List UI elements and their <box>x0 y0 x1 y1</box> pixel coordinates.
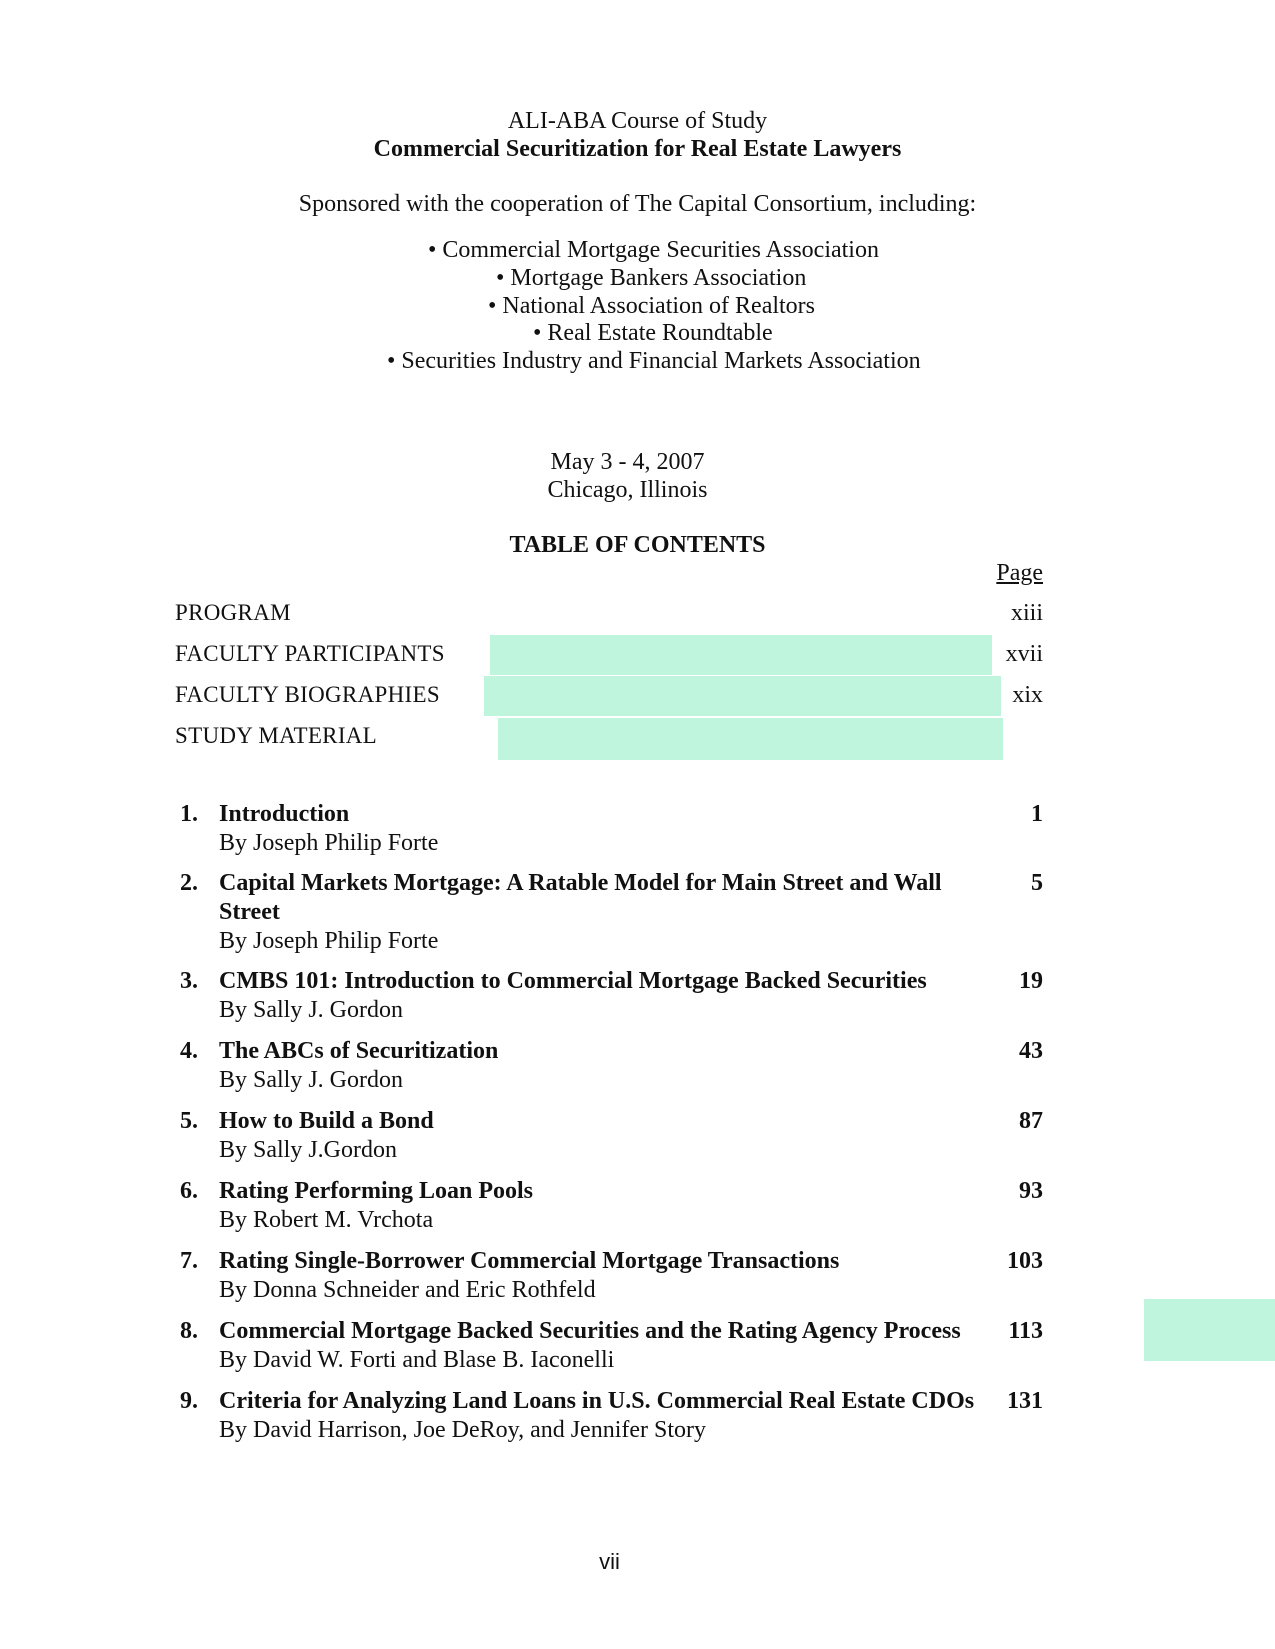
entry-page: 93 <box>1019 1178 1043 1204</box>
course-line: ALI-ABA Course of Study <box>507 108 768 134</box>
entry-page: 43 <box>1019 1038 1043 1064</box>
entry-page: 103 <box>1007 1248 1043 1274</box>
entry-number: 4. <box>180 1038 198 1064</box>
entry-author: By Sally J. Gordon <box>219 997 404 1023</box>
entry-number: 1. <box>180 801 198 827</box>
highlight-box <box>490 635 992 675</box>
entry-page: 87 <box>1019 1108 1043 1134</box>
entry-number: 8. <box>180 1318 198 1344</box>
entry-author: By Joseph Philip Forte <box>219 830 439 856</box>
toc-heading: TABLE OF CONTENTS <box>509 532 766 558</box>
entry-author: By Sally J.Gordon <box>219 1137 398 1163</box>
sponsor-item: • Real Estate Roundtable <box>533 320 773 346</box>
page-column-label: Page <box>996 560 1043 586</box>
entry-title: Capital Markets Mortgage: A Ratable Model for Main Street and Wall Street <box>219 870 942 925</box>
entry-page: 19 <box>1019 968 1043 994</box>
entry-title: Rating Performing Loan Pools <box>219 1178 533 1204</box>
toc-section-label: PROGRAM <box>175 600 291 625</box>
entry-title: Commercial Mortgage Backed Securities and the Rating Agency Process <box>219 1318 961 1344</box>
document-title: Commercial Securitization for Real Estate Lawyers <box>373 136 902 162</box>
entry-number: 6. <box>180 1178 198 1204</box>
toc-section-label: FACULTY PARTICIPANTS <box>175 641 445 666</box>
entry-author: By David Harrison, Joe DeRoy, and Jennifer Story <box>219 1417 707 1443</box>
toc-section-page: xiii <box>1010 600 1043 626</box>
entry-number: 3. <box>180 968 198 994</box>
entry-author: By Robert M. Vrchota <box>219 1207 434 1233</box>
entry-page: 113 <box>1008 1318 1043 1344</box>
highlight-tab <box>1144 1299 1275 1361</box>
entry-author: By David W. Forti and Blase B. Iaconelli <box>219 1347 615 1373</box>
toc-section-page: xvii <box>1005 641 1043 667</box>
entry-title: Rating Single-Borrower Commercial Mortgage Transactions <box>219 1248 840 1274</box>
entry-author: By Joseph Philip Forte <box>219 928 439 954</box>
entry-title: Introduction <box>219 801 350 827</box>
entry-title: CMBS 101: Introduction to Commercial Mortgage Backed Securities <box>219 968 927 994</box>
entry-author: By Donna Schneider and Eric Rothfeld <box>219 1277 596 1303</box>
event-date: May 3 - 4, 2007 <box>550 449 705 475</box>
entry-title: How to Build a Bond <box>219 1108 434 1134</box>
entry-number: 2. <box>180 870 198 896</box>
entry-author: By Sally J. Gordon <box>219 1067 404 1093</box>
entry-page: 131 <box>1007 1388 1043 1414</box>
highlight-box <box>498 718 1003 760</box>
sponsor-item: • Securities Industry and Financial Markets Association <box>387 348 921 374</box>
toc-section-label: FACULTY BIOGRAPHIES <box>175 682 440 707</box>
entry-title: Criteria for Analyzing Land Loans in U.S. Commercial Real Estate CDOs <box>219 1388 975 1414</box>
entry-title: The ABCs of Securitization <box>219 1038 499 1064</box>
page-number: vii <box>599 1549 620 1574</box>
sponsor-item: • Commercial Mortgage Securities Association <box>428 237 879 263</box>
sponsor-line: Sponsored with the cooperation of The Capital Consortium, including: <box>298 191 977 217</box>
highlight-box <box>484 676 1001 716</box>
toc-section-page: xix <box>1012 682 1043 708</box>
sponsor-item: • Mortgage Bankers Association <box>496 265 807 291</box>
entry-number: 9. <box>180 1388 198 1414</box>
sponsor-item: • National Association of Realtors <box>488 293 816 319</box>
entry-page: 5 <box>1031 870 1043 896</box>
entry-page: 1 <box>1031 801 1043 827</box>
entry-number: 5. <box>180 1108 198 1134</box>
toc-section-label: STUDY MATERIAL <box>175 723 378 748</box>
event-location: Chicago, Illinois <box>547 477 708 503</box>
entry-number: 7. <box>180 1248 198 1274</box>
